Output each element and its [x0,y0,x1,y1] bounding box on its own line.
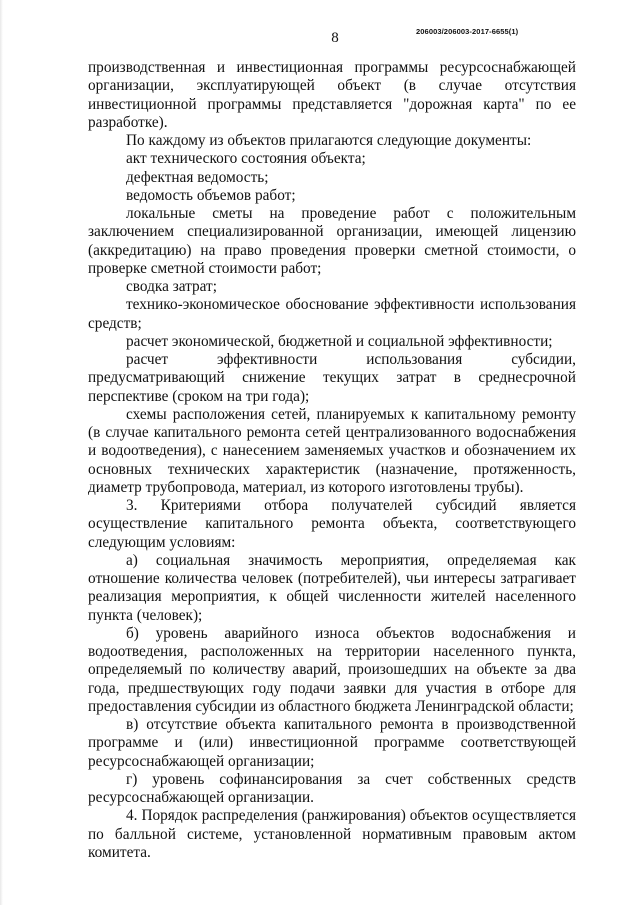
criterion-b-emergency-wear: б) уровень аварийного износа объектов водоснабжения и водоотведения, расположенных на территории населенного пункта, определяемый по количеству аварий, произошедших на объекте за два года, предшествующих году подачи заявки для участия в отборе для предоставления субсидии из областного бюджета Ленинградской области; [88,624,576,715]
page-number: 8 [331,30,339,46]
paragraph-section-4-ranking: 4. Порядок распределения (ранжирования) объектов осуществляется по балльной системе, установленной нормативным правовым актом комитета. [88,807,576,861]
list-item-local-estimates: локальные сметы на проведение работ с положительным заключением специализированной организации, имеющей лицензию (аккредитацию) на право проведения проверки сметной стоимости, о проверке сметной стоимости работ; [88,205,576,277]
list-item-cost-summary: сводка затрат; [126,278,217,295]
list-item-work-volume-statement: ведомость объемов работ; [126,186,296,204]
list-item-network-schemes: схемы расположения сетей, планируемых к капитальному ремонту (в случае капитального ремонта сетей централизованного водоснабжения и водоотведения), с нанесением заменяемых участков и обозначением их основных технических характеристик (назначение, протяженность, диаметр трубопровода, материал, из которого изготовлены трубы). [88,405,576,496]
list-item-feasibility-study: технико-экономическое обоснование эффективности использования средств; [88,296,576,332]
criterion-c-program-absence: в) отсутствие объекта капитального ремонта в производственной программе и (или) инвестиционной программе соответствующей ресурсоснабжающей организации; [88,716,576,770]
criterion-d-cofinancing: г) уровень софинансирования за счет собственных средств ресурсоснабжающей организации. [88,770,576,806]
paragraph-documents-intro: По каждому из объектов прилагаются следующие документы: [126,132,532,149]
list-item-efficiency-calculation: расчет экономической, бюджетной и социальной эффективности; [126,332,553,350]
paragraph-continuation-programs: производственная и инвестиционная программы ресурсоснабжающей организации, эксплуатирующей объект (в случае отсутствия инвестиционной программы представляется "дорожная карта" по ее разработке). [88,59,576,131]
list-item-defect-statement: дефектная ведомость; [126,168,269,186]
document-body [88,59,576,862]
scan-edge-shadow [0,0,3,905]
criterion-a-social-significance: а) социальная значимость мероприятия, определяемая как отношение количества человек (потребителей), чьи интересы затрагивает реализация мероприятия, к общей численности жителей населенного пункта (человек); [88,551,576,624]
list-item-subsidy-efficiency: расчет эффективности использования субсидии, предусматривающий снижение текущих затрат в среднесрочной перспективе (сроком на три года); [88,351,576,405]
list-item-tech-condition-act: акт технического состояния объекта; [126,150,366,168]
paragraph-section-3-criteria: 3. Критериями отбора получателей субсидий является осуществление капитального ремонта объекта, соответствующего следующим условиям: [88,497,576,551]
document-registration-code: 206003/206003-2017-6655(1) [416,27,519,36]
